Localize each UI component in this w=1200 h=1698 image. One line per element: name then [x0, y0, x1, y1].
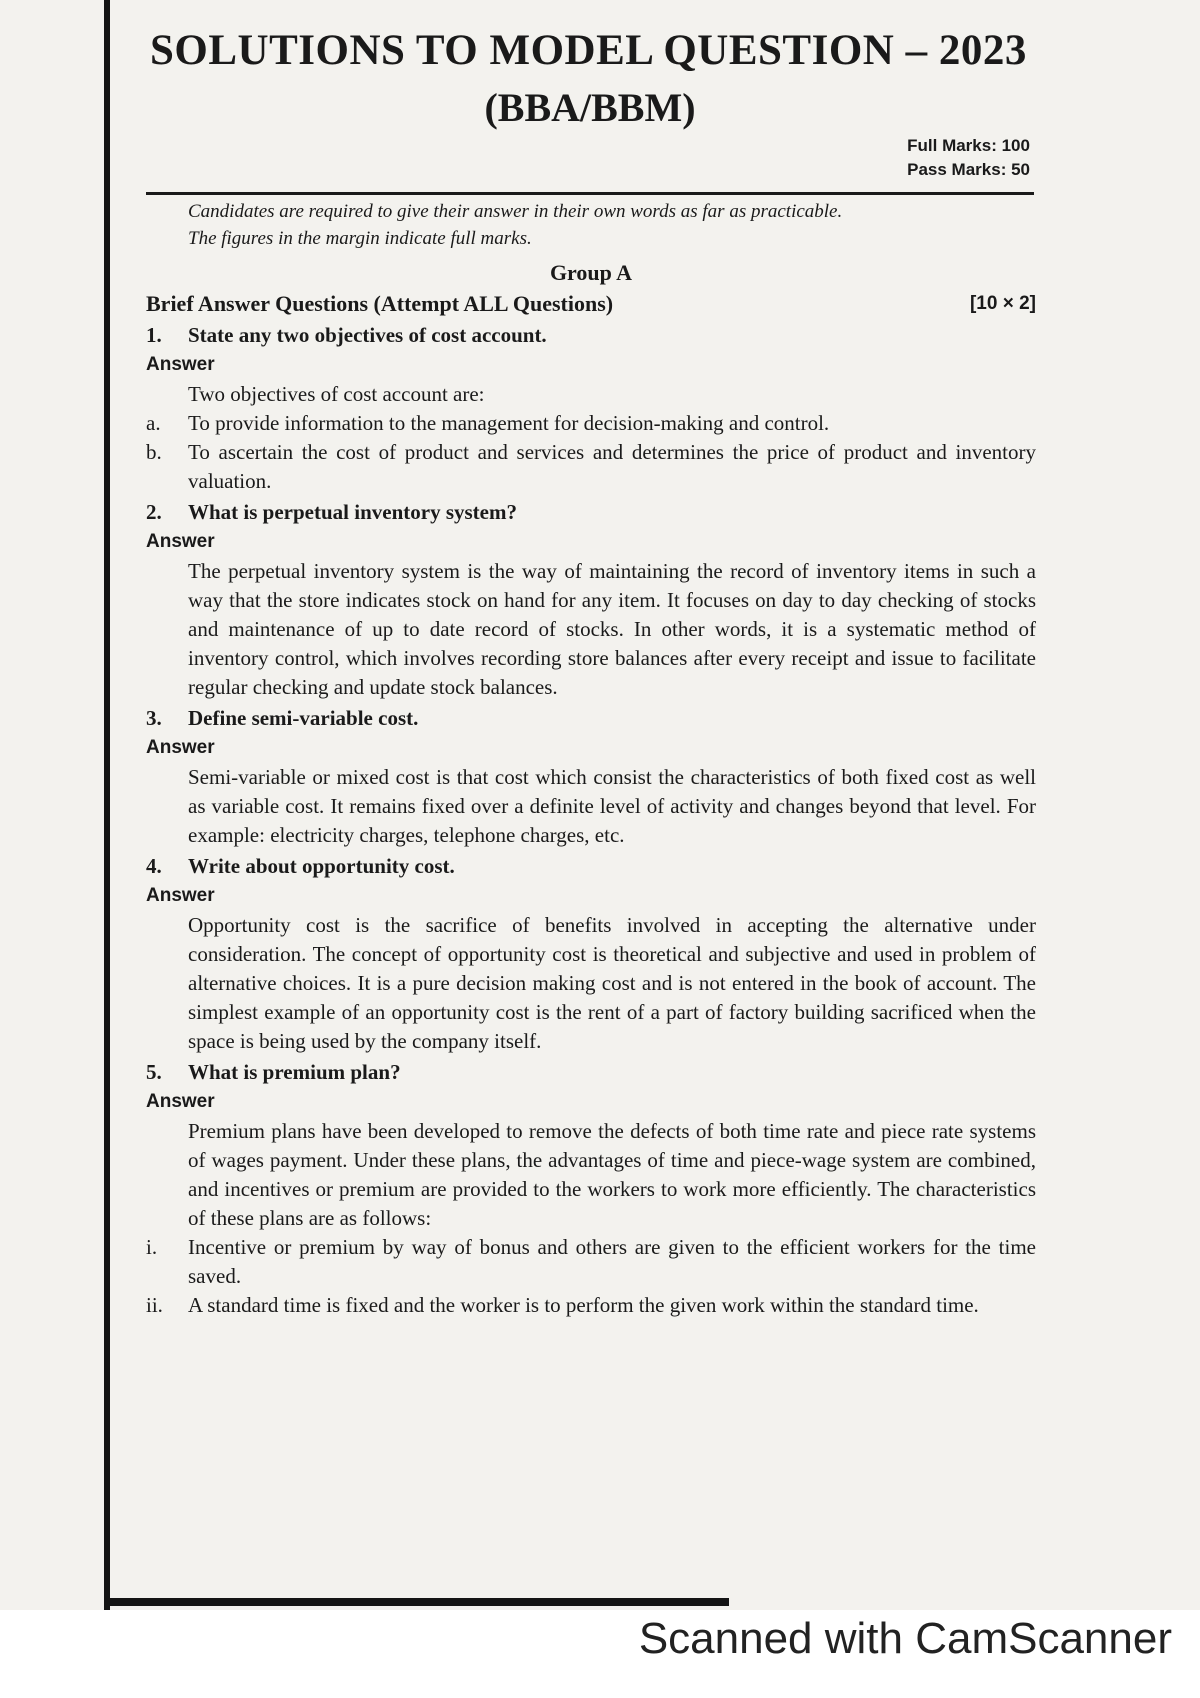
instructions	[188, 198, 1038, 252]
list-marker: a.	[146, 411, 161, 435]
answer-label: Answer	[146, 531, 215, 552]
instruction-line-1: Candidates are required to give their answer in their own words as far as practicable.	[188, 201, 843, 222]
question-text: Write about opportunity cost.	[188, 854, 455, 878]
question-number: 1.	[146, 323, 162, 347]
list-marker: ii.	[146, 1293, 163, 1317]
question-text: What is perpetual inventory system?	[188, 500, 517, 524]
answer-label: Answer	[146, 737, 215, 758]
list-text: A standard time is fixed and the worker is to perform the given work within the standard time.	[188, 1293, 979, 1317]
question-text: State any two objectives of cost account.	[188, 323, 547, 347]
document-title: SOLUTIONS TO MODEL QUESTION – 2023	[150, 27, 1027, 74]
list-text: Incentive or premium by way of bonus and others are given to the efficient workers for the time saved.	[188, 1235, 1036, 1288]
left-margin-rule	[104, 0, 110, 1610]
marks-block	[907, 134, 1030, 182]
list-item	[146, 1233, 1036, 1291]
question-text: What is premium plan?	[188, 1060, 401, 1084]
answer-label: Answer	[146, 354, 215, 375]
list-marker: b.	[146, 440, 162, 464]
answer-label: Answer	[146, 885, 215, 906]
list-item	[146, 409, 1036, 438]
full-marks: Full Marks: 100	[907, 136, 1030, 155]
question-4	[146, 852, 1036, 881]
question-number: 4.	[146, 854, 162, 878]
instruction-line-2: The figures in the margin indicate full marks.	[188, 228, 532, 249]
bottom-margin-rule	[104, 1598, 729, 1606]
pass-marks: Pass Marks: 50	[907, 160, 1030, 179]
list-text: To provide information to the management for decision-making and control.	[188, 411, 830, 435]
answer-text: Semi-variable or mixed cost is that cost which consist the characteristics of both fixed cost as well as variable cost. It remains fixed over a definite level of activity and changes beyond that level. For example: electricity charges, telephone charges, etc.	[188, 765, 1036, 847]
question-3	[146, 704, 1036, 733]
question-number: 5.	[146, 1060, 162, 1084]
group-heading: Group A	[549, 260, 633, 285]
question-2	[146, 498, 1036, 527]
scanner-watermark: Scanned with CamScanner	[638, 1614, 1172, 1663]
question-5	[146, 1058, 1036, 1087]
list-text: To ascertain the cost of product and services and determines the price of product and inventory valuation.	[188, 440, 1036, 493]
section-marks: [10 × 2]	[969, 293, 1036, 314]
answer-text: Premium plans have been developed to remove the defects of both time rate and piece rate systems of wages payment. Under these plans, the advantages of time and piece-wage system are combined, and incentives or premium are provided to the workers to work more efficiently. The characteristics of these plans are as follows:	[188, 1119, 1036, 1230]
answer-text: Opportunity cost is the sacrifice of benefits involved in accepting the alternative under consideration. The concept of opportunity cost is theoretical and subjective and used in problem of alternative choices. It is a pure decision making cost and is not entered in the book of account. The simplest example of an opportunity cost is the rent of a part of factory building sacrificed when the space is being used by the company itself.	[188, 913, 1036, 1053]
list-marker: i.	[146, 1235, 158, 1259]
question-number: 3.	[146, 706, 162, 730]
document-subtitle: (BBA/BBM)	[484, 85, 696, 130]
list-item	[146, 438, 1036, 496]
question-content	[146, 258, 1036, 1320]
answer-intro: Two objectives of cost account are:	[188, 382, 485, 406]
question-1	[146, 321, 1036, 350]
section-header	[146, 289, 1036, 318]
answer-label: Answer	[146, 1091, 215, 1112]
question-number: 2.	[146, 500, 162, 524]
answer-text: The perpetual inventory system is the way of maintaining the record of inventory items in such a way that the store indicates stock on hand for any item. It focuses on day to day checking of stocks and maintenance of up to date record of stocks. In other words, it is a systematic method of inventory control, which involves recording store balances after every receipt and issue to facilitate regular checking and update stock balances.	[188, 559, 1036, 699]
question-text: Define semi-variable cost.	[188, 706, 419, 730]
section-title: Brief Answer Questions (Attempt ALL Questions)	[146, 291, 614, 316]
list-item	[146, 1291, 1036, 1320]
header-divider	[146, 192, 1034, 195]
